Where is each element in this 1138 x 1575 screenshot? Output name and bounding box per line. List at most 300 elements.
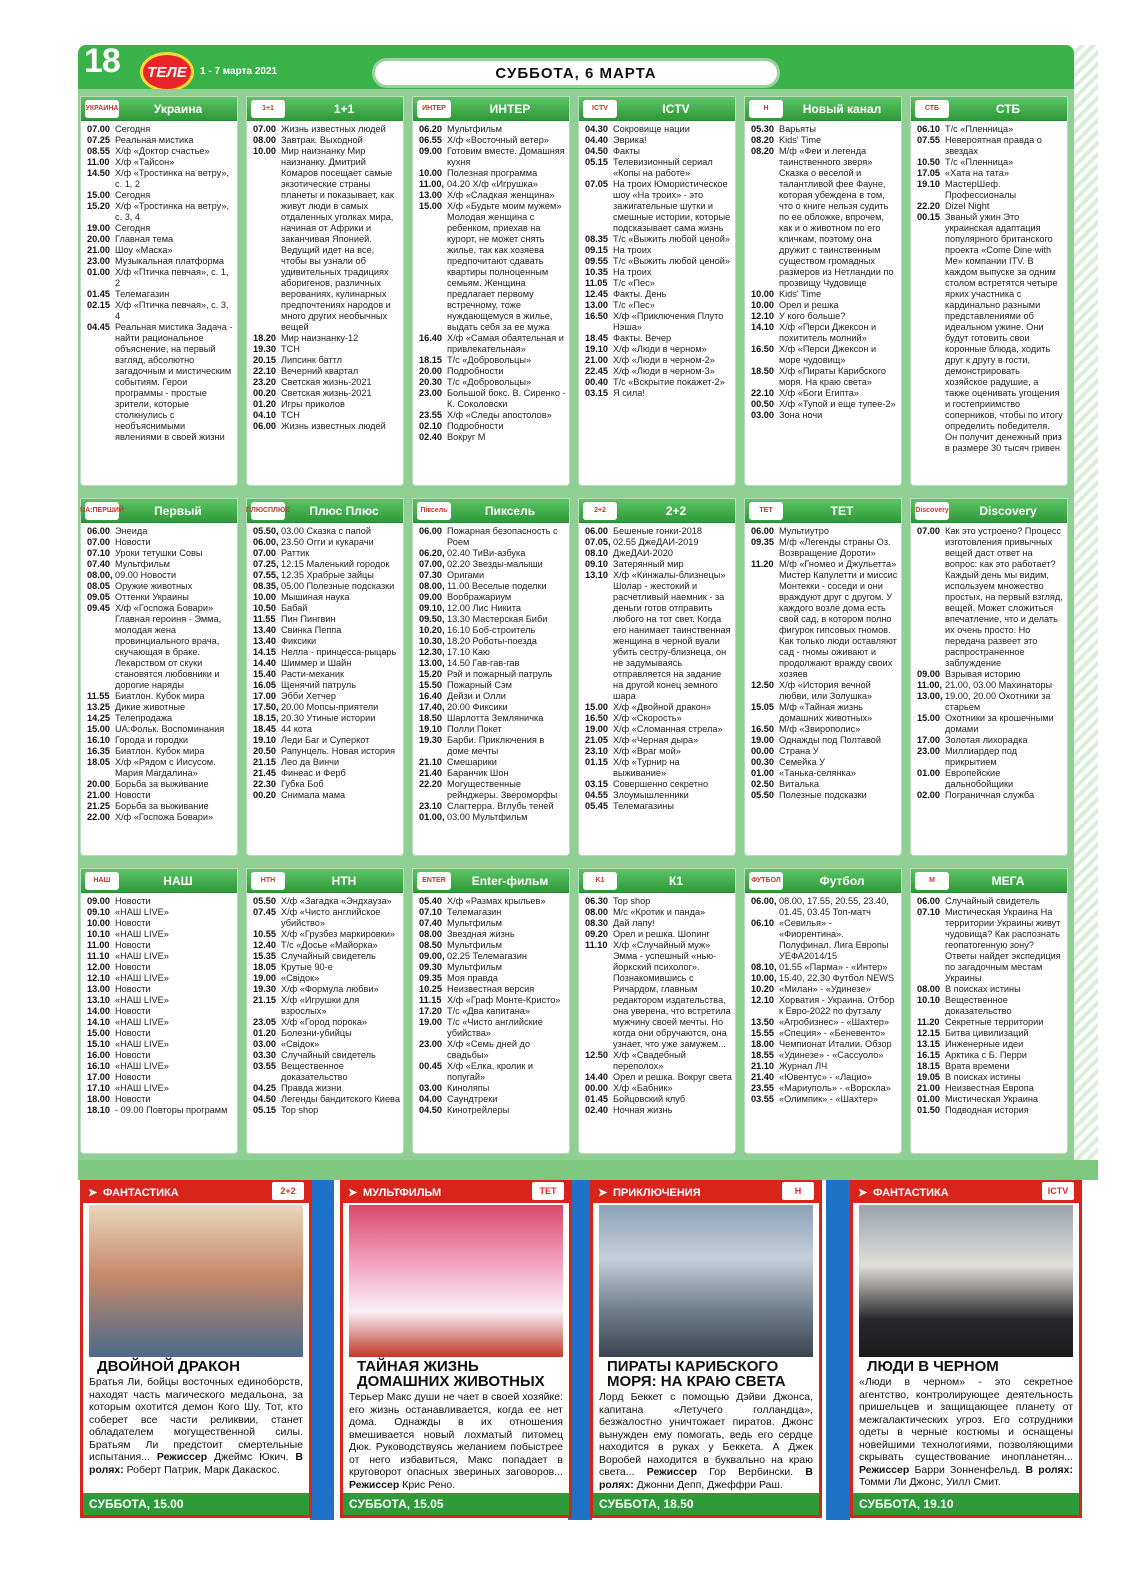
program-item — [253, 1039, 400, 1050]
program-item — [585, 918, 732, 929]
program-title: Эбби Хетчер — [281, 691, 336, 701]
air-time: СУББОТА, 19.10 — [853, 1493, 1079, 1515]
program-title: 01.55 «Парма» - «Интер» — [779, 962, 888, 972]
channel-logo-icon: ICTV — [583, 100, 617, 118]
channel-logo-icon: 1+1 — [251, 100, 285, 118]
program-item — [253, 1028, 400, 1039]
program-title: Жизнь известных людей — [281, 421, 386, 431]
program-item — [253, 388, 400, 399]
channel-name: Пиксель — [484, 503, 536, 518]
program-title: Вещественное доказательство — [945, 995, 1012, 1016]
program-title: Мир наизнанку-12 — [281, 333, 359, 343]
program-title: Слагтерра. Вглубь теней — [447, 801, 554, 811]
program-time: 04.10 — [253, 410, 276, 420]
program-title: ТСН — [281, 410, 300, 420]
director-name: Джеймс Юкич. — [213, 1451, 289, 1463]
program-item — [253, 746, 400, 757]
program-item — [917, 984, 1064, 995]
program-time: 09.05 — [87, 592, 110, 602]
program-list — [911, 523, 1067, 803]
program-title: Полли Покет — [447, 724, 502, 734]
program-time: 08.50 — [419, 940, 442, 950]
program-time: 13.10 — [87, 995, 110, 1005]
program-title: «Свідок» — [281, 1039, 320, 1049]
program-title: Энеида — [115, 526, 148, 536]
arrow-icon: ➤ — [348, 1187, 358, 1199]
program-item — [751, 1061, 898, 1072]
program-time: 22.00 — [87, 812, 110, 822]
program-item — [253, 973, 400, 984]
program-title: М/ф «Звирополис» — [779, 724, 861, 734]
program-item — [253, 1017, 400, 1028]
program-item — [917, 896, 1064, 907]
program-item — [917, 1017, 1064, 1028]
program-time: 08.10 — [585, 548, 608, 558]
program-title: Х/ф «Сломанная стрела» — [613, 724, 723, 734]
channel-15 — [578, 868, 736, 1154]
program-title: Охотники за крошечными домами — [945, 713, 1057, 734]
channel-name: СТБ — [995, 101, 1021, 116]
program-item — [917, 526, 1064, 669]
program-time: 22.10 — [751, 388, 774, 398]
channel-logo-icon: НТН — [251, 872, 285, 890]
program-item — [253, 995, 400, 1017]
program-item — [751, 995, 898, 1017]
program-item — [917, 201, 1064, 212]
program-title: Семейка У — [779, 757, 826, 767]
program-time: 09.00 — [419, 592, 442, 602]
channel-header — [247, 97, 403, 121]
program-time: 10.00 — [253, 592, 276, 602]
program-time: 06.00 — [253, 421, 276, 431]
program-title: 02.20 Звезды-малыши — [447, 559, 543, 569]
program-time: 10.00 — [253, 146, 276, 156]
program-title: 14.50 Гав-гав-гав — [447, 658, 520, 668]
genre-text: ФАНТАСТИКА — [873, 1187, 949, 1199]
program-time: 18.15, — [253, 713, 279, 723]
program-item — [751, 973, 898, 984]
program-title: Врата времени — [945, 1061, 1010, 1071]
program-title: «НАШ LIVE» — [115, 995, 169, 1005]
program-title: Подводная история — [945, 1105, 1029, 1115]
program-time: 10.55 — [253, 929, 276, 939]
program-title: Губка Боб — [281, 779, 324, 789]
program-title: «НАШ LIVE» — [115, 1061, 169, 1071]
program-time: 09.10 — [585, 559, 608, 569]
channel-header — [413, 97, 569, 121]
program-time: 11.00 — [87, 157, 110, 167]
program-time: 19.30 — [419, 735, 442, 745]
program-title: Светская жизнь-2021 — [281, 377, 372, 387]
program-time: 19.10 — [253, 735, 276, 745]
program-time: 15.40 — [253, 669, 276, 679]
program-title: Х/ф «Скорость» — [613, 713, 682, 723]
program-title: Х/ф «Игрушки для взрослых» — [281, 995, 362, 1016]
program-title: Х/ф «История вечной любви, или Золушка» — [779, 680, 874, 701]
channel-2 — [412, 96, 570, 486]
program-item — [253, 691, 400, 702]
desc-text: «Люди в черном» - это секретное агентство, контролирующее деятельность пришельцев и защищающее планету от межгалактических угроз. Его сотрудники одеты в черные костюмы и оснащены новейшими технологиями, позволяющими скрывать существование инопланетян... — [859, 1376, 1073, 1463]
program-item — [419, 962, 566, 973]
program-title: Варьяты — [779, 124, 816, 134]
channel-3 — [578, 96, 736, 486]
program-item — [917, 746, 1064, 768]
program-title: Т/с «Добровольцы» — [447, 355, 532, 365]
program-title: Игры приколов — [281, 399, 345, 409]
program-time: 15.00 — [87, 190, 110, 200]
program-item — [419, 168, 566, 179]
program-time: 13.40 — [253, 625, 276, 635]
program-time: 10.10 — [87, 929, 110, 939]
program-item — [87, 201, 234, 223]
program-title: Х/ф «Свадебный переполох» — [613, 1050, 689, 1071]
program-time: 06.20 — [419, 124, 442, 134]
program-time: 01.00 — [917, 1094, 940, 1104]
channel-10 — [744, 498, 902, 856]
channel-6 — [80, 498, 238, 856]
program-title: UA:Фольк. Воспоминания — [115, 724, 225, 734]
program-title: 12.35 Храбрые зайцы — [281, 570, 374, 580]
channel-badge-icon: ICTV — [1041, 1181, 1075, 1201]
program-item — [419, 702, 566, 713]
movie-description — [89, 1376, 303, 1476]
program-item — [751, 366, 898, 388]
program-item — [419, 907, 566, 918]
program-item — [253, 399, 400, 410]
program-time: 12.30, — [419, 647, 445, 657]
program-time: 04.25 — [253, 1083, 276, 1093]
program-time: 15.20 — [87, 201, 110, 211]
program-item — [419, 135, 566, 146]
program-title: Болезни-убийцы — [281, 1028, 352, 1038]
program-time: 07.25, — [253, 559, 279, 569]
program-time: 16.35 — [87, 746, 110, 756]
program-item — [585, 1050, 732, 1072]
program-item — [253, 333, 400, 344]
program-time: 02.00 — [917, 790, 940, 800]
program-item — [87, 537, 234, 548]
channel-11 — [910, 498, 1068, 856]
program-title: Пожарный Сэм — [447, 680, 512, 690]
channel-logo-icon: Піксель — [417, 502, 451, 520]
program-time: 22.10 — [253, 366, 276, 376]
program-title: Х/ф «Граф Монте-Кристо» — [447, 995, 561, 1005]
program-item — [87, 973, 234, 984]
program-item — [419, 377, 566, 388]
issue-dates: 1 - 7 марта 2021 — [200, 66, 278, 77]
program-title: Т/с «Пленница» — [945, 157, 1014, 167]
program-title: «Милан» - «Удинезе» — [779, 984, 871, 994]
program-title: Новости — [115, 1094, 151, 1104]
program-item — [585, 234, 732, 245]
program-time: 09.55 — [585, 256, 608, 266]
program-item — [253, 366, 400, 377]
program-title: 44 кота — [281, 724, 313, 734]
program-title: Х/ф «Тайсон» — [115, 157, 175, 167]
program-item — [419, 995, 566, 1006]
program-title: Вокруг М — [447, 432, 486, 442]
program-time: 10.20 — [751, 984, 774, 994]
program-title: Сегодня — [115, 124, 151, 134]
program-time: 01.00 — [87, 267, 110, 277]
program-time: 06.20, — [419, 548, 445, 558]
program-time: 00.15 — [917, 212, 940, 222]
program-item — [917, 168, 1064, 179]
program-time: 14.40 — [253, 658, 276, 668]
program-title: Х/ф «Перси Джексон и море чудовищ» — [779, 344, 879, 365]
program-time: 07.05, — [585, 537, 611, 547]
program-item — [253, 713, 400, 724]
cast-names: Джонни Депп, Джеффри Раш. — [636, 1478, 783, 1491]
program-title: ТСН — [281, 344, 300, 354]
program-title: Щенячий патруль — [281, 680, 357, 690]
program-title: «НАШ LIVE» — [115, 951, 169, 961]
program-time: 18.20 — [253, 333, 276, 343]
program-time: 23.00 — [419, 388, 442, 398]
program-item — [585, 940, 732, 1050]
program-item — [751, 702, 898, 724]
program-time: 07.25 — [87, 135, 110, 145]
program-time: 22.20 — [419, 779, 442, 789]
program-time: 00.30 — [751, 757, 774, 767]
program-time: 03.00 — [419, 1083, 442, 1093]
program-time: 18.55 — [751, 1050, 774, 1060]
program-title: Кинотрейлеры — [447, 1105, 510, 1115]
program-item — [87, 1061, 234, 1072]
program-item — [87, 168, 234, 190]
program-item — [87, 124, 234, 135]
program-title: Дейзи и Олли — [447, 691, 506, 701]
program-item — [917, 1028, 1064, 1039]
program-title: Борьба за выживание — [115, 779, 209, 789]
program-item — [253, 702, 400, 713]
program-item — [585, 344, 732, 355]
channel-name: МЕГА — [991, 873, 1025, 888]
program-item — [419, 559, 566, 570]
program-list — [413, 121, 569, 445]
program-time: 14.10 — [751, 322, 774, 332]
program-title: Эврика! — [613, 135, 647, 145]
program-time: 07.00 — [253, 548, 276, 558]
program-time: 01.20 — [253, 399, 276, 409]
program-time: 00.50 — [751, 399, 774, 409]
program-title: Х/ф «Чисто английское убийство» — [281, 907, 383, 928]
program-item — [585, 267, 732, 278]
program-title: Совершенно секретно — [613, 779, 709, 789]
program-item — [253, 929, 400, 940]
program-time: 05.15 — [253, 1105, 276, 1115]
program-title: Неизвестная Европа — [945, 1083, 1034, 1093]
program-time: 17.50, — [253, 702, 279, 712]
program-time: 16.40 — [419, 691, 442, 701]
program-time: 17.00 — [87, 1072, 110, 1082]
program-title: Х/ф «Турнир на выживание» — [613, 757, 683, 778]
program-item — [87, 300, 234, 322]
program-item — [419, 388, 569, 410]
program-title: Kids' Time — [779, 289, 822, 299]
featured-card — [590, 1180, 822, 1518]
program-title: Новости — [115, 962, 151, 972]
program-item — [253, 724, 400, 735]
program-title: Т/с «Чисто английские убийства» — [447, 1017, 546, 1038]
program-time: 07.00 — [253, 124, 276, 134]
program-item — [87, 245, 234, 256]
program-item — [253, 410, 400, 421]
program-item — [87, 581, 234, 592]
program-time: 07.40 — [419, 918, 442, 928]
program-item — [253, 124, 400, 135]
channel-logo-icon: M — [915, 872, 949, 890]
program-title: Новости — [115, 984, 151, 994]
director-label: Режиссер — [859, 1463, 910, 1476]
program-item — [419, 636, 566, 647]
genre-text: МУЛЬТФИЛЬМ — [363, 1187, 442, 1199]
program-title: Х/ф «Елка, кролик и попугай» — [447, 1061, 536, 1082]
cast-label: В ролях: — [599, 1466, 813, 1491]
program-time: 15.00 — [585, 702, 608, 712]
program-time: 13.00, — [917, 691, 943, 701]
program-item — [253, 1050, 400, 1061]
program-item — [253, 680, 400, 691]
program-time: 05.50 — [253, 896, 276, 906]
program-title: Телепродажа — [115, 713, 173, 723]
program-title: М/ф «Тайная жизнь домашних животных» — [779, 702, 873, 723]
program-time: 00.00 — [751, 746, 774, 756]
program-item — [253, 907, 400, 929]
program-time: 23.10 — [585, 746, 608, 756]
program-title: Шиммер и Шайн — [281, 658, 352, 668]
program-time: 10.25 — [419, 984, 442, 994]
program-item — [585, 537, 732, 548]
program-time: 20.15 — [253, 355, 276, 365]
program-time: 20.00 — [87, 779, 110, 789]
program-item — [87, 1050, 234, 1061]
program-time: 06.55 — [419, 135, 442, 145]
movie-title: ПИРАТЫ КАРИБСКОГО МОРЯ: НА КРАЮ СВЕТА — [607, 1358, 786, 1390]
desc-text: Лорд Беккет с помощью Дэйви Джонса, капитана «Летучего голландца», безжалостно уничтожает пиратов. Джонс вынужден ему помогать, ведь его сердце находится в руках у Беккета. А Джек Воробей находится в буквально на краю света... — [599, 1391, 813, 1478]
program-item — [87, 790, 234, 801]
program-time: 23.00 — [87, 256, 110, 266]
program-item — [87, 962, 234, 973]
program-title: «Олимпик» - «Шахтер» — [779, 1094, 878, 1104]
program-time: 23.55 — [751, 1083, 774, 1093]
program-item — [917, 1050, 1064, 1061]
program-time: 19.05 — [917, 1072, 940, 1082]
program-title: Вечерний квартал — [281, 366, 359, 376]
program-time: 01.45 — [87, 289, 110, 299]
program-title: Я сила! — [613, 388, 645, 398]
program-item — [585, 702, 732, 713]
program-item — [917, 157, 1064, 168]
program-title: «НАШ LIVE» — [115, 1039, 169, 1049]
program-title: 04.20 Х/ф «Игрушка» — [447, 179, 538, 189]
program-time: 00.00 — [585, 1083, 608, 1093]
program-item — [253, 614, 400, 625]
program-item — [751, 146, 898, 289]
program-item — [585, 746, 732, 757]
program-title: Невероятная правда о звездах — [945, 135, 1045, 156]
program-title: Бешеные гонки-2018 — [613, 526, 702, 536]
program-item — [87, 951, 234, 962]
program-time: 17.40, — [419, 702, 445, 712]
program-item — [87, 757, 234, 779]
program-time: 08.00 — [253, 135, 276, 145]
program-time: 18.45 — [253, 724, 276, 734]
program-item — [87, 940, 234, 951]
program-title: Раттик — [281, 548, 310, 558]
program-title: Расти-механик — [281, 669, 344, 679]
program-title: Свинка Пеппа — [281, 625, 342, 635]
channel-9 — [578, 498, 736, 856]
program-title: «Хата на тата» — [945, 168, 1009, 178]
program-title: Завтрак. Выходной — [281, 135, 363, 145]
program-time: 17.00 — [917, 735, 940, 745]
program-item — [419, 918, 566, 929]
program-item — [87, 157, 234, 168]
program-title: Взрывая историю — [945, 669, 1021, 679]
program-time: 11.10 — [87, 951, 110, 961]
program-time: 21.15 — [253, 757, 276, 767]
program-item — [253, 344, 400, 355]
channel-header — [579, 97, 735, 121]
program-time: 07.40 — [87, 559, 110, 569]
program-time: 16.50 — [585, 713, 608, 723]
program-item — [419, 896, 566, 907]
side-stripes — [1074, 45, 1098, 1160]
program-list — [745, 121, 901, 423]
program-item — [585, 735, 732, 746]
program-title: Бойцовский клуб — [613, 1094, 686, 1104]
channel-header — [81, 97, 237, 121]
program-item — [585, 124, 732, 135]
program-title: Мышиная наука — [281, 592, 350, 602]
program-title: Правда жизни — [281, 1083, 342, 1093]
program-time: 02.50 — [751, 779, 774, 789]
channel-logo-icon: ФУТБОЛ — [749, 872, 783, 890]
program-title: Неизвестная версия — [447, 984, 535, 994]
program-title: Х/ф «Самая обаятельная и привлекательная» — [447, 333, 567, 354]
program-title: Борьба за выживание — [115, 801, 209, 811]
program-time: 08.00 — [585, 907, 608, 917]
program-time: 04.30 — [585, 124, 608, 134]
program-time: 21.00 — [87, 790, 110, 800]
program-item — [419, 779, 566, 801]
program-item — [751, 399, 898, 410]
program-list — [579, 523, 735, 814]
program-item — [751, 768, 898, 779]
program-time: 09.50, — [419, 614, 445, 624]
program-time: 05.40 — [419, 896, 442, 906]
program-time: 21.40 — [751, 1072, 774, 1082]
program-item — [419, 625, 566, 636]
program-time: 00.20 — [253, 388, 276, 398]
program-title: Х/ф «Восточный ветер» — [447, 135, 549, 145]
program-time: 14.40 — [585, 1072, 608, 1082]
program-item — [585, 278, 732, 289]
program-title: Баранчик Шон — [447, 768, 509, 778]
program-time: 14.15 — [253, 647, 276, 657]
featured-card — [850, 1180, 1082, 1518]
program-title: Уроки тетушки Совы — [115, 548, 203, 558]
channel-logo-icon: УКРАИНА — [85, 100, 119, 118]
program-item — [87, 1105, 234, 1116]
program-time: 03.15 — [585, 388, 608, 398]
program-title: - 09.00 Повторы программ — [115, 1105, 228, 1115]
program-item — [419, 526, 566, 548]
program-item — [253, 962, 400, 973]
program-time: 11.20 — [917, 1017, 940, 1027]
program-time: 15.00 — [419, 201, 442, 211]
